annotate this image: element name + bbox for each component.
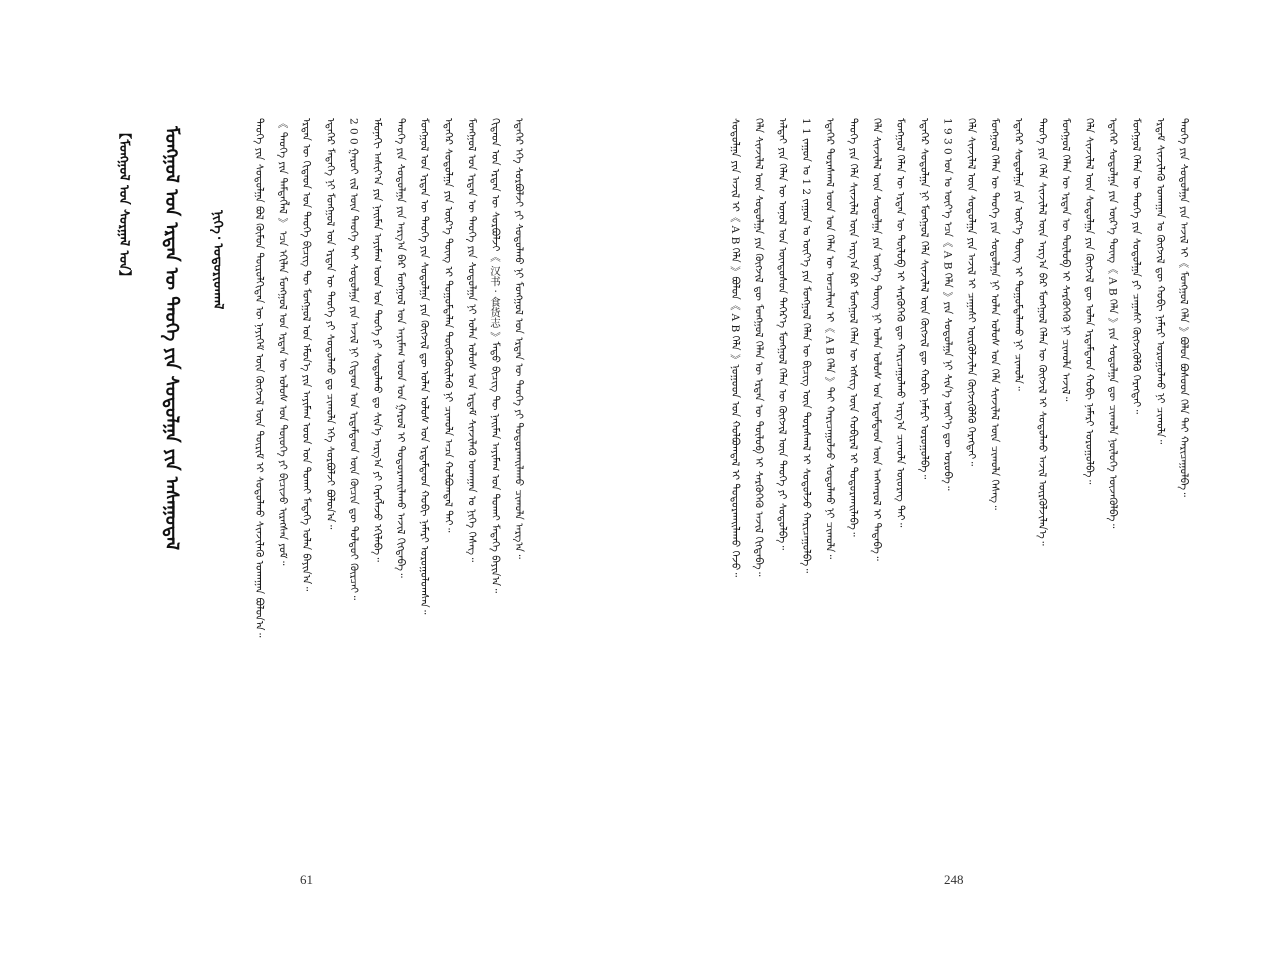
text-line: ᠮᠣᠩᠭᠣᠯ ᠤᠨ ᠡᠷᠲᠡᠨ ᠦ ᠲᠡᠦᠬᠡ ᠶᠢᠨ ᠰᠤᠳᠤᠯᠭᠠ ᠨᠢ ᠣᠯᠠᠨ ᠤᠯᠤᠰ ᠤᠨ ᠡᠷᠳᠡᠮ ᠰᠢᠨᠵᠢᠯᠡᠬᠦ ᠤᠬᠠᠭᠠᠨ ᠤ ᠨᠢᠭᠡ ᠬᠡᠰᠡᠭ᠃ — [465, 118, 478, 562]
text-line: ᠮᠣᠩᠭᠣᠯ ᠬᠡᠯᠡᠨ ᠦ ᠡᠷᠲᠡᠨ ᠦ ᠲᠥᠯᠦᠪ ᠢ ᠰᠡᠷᠭᠦᠭᠡᠬᠦ ᠳᠦ ᠬᠠᠷᠢᠴᠠᠭᠤᠯᠬᠤ ᠠᠷᠭ᠎ᠠ ᠴᠢᠬᠤᠯᠠ ᠦᠦᠷᠡᠭ ᠲᠠᠢ᠃ — [894, 118, 907, 528]
text-line: ᠰᠤᠳᠤᠯᠭᠠ ᠶᠢᠨ ᠠᠵᠢᠯ ᠢ《 A B ᠬᠡᠯᠡ 》ᠪᠣᠯᠤᠨ《 A B ᠬᠡᠯᠡ 》ᠨᠤᠭᠤᠳ ᠤᠨ ᠬᠣᠯᠪᠣᠭᠳᠠᠯ ᠢ ᠲᠣᠳᠤᠷᠬᠠᠢᠯᠠᠬᠤ ᠭᠡᠵᠦ᠃ — [729, 118, 741, 578]
text-line: ᠮᠣᠩᠭᠣᠯ ᠬᠡᠯᠡᠨ ᠦ ᠡᠷᠲᠡᠨ ᠦ ᠲᠥᠯᠦᠪ ᠢ ᠰᠡᠷᠭᠦᠭᠡᠬᠦ ᠨᠢ ᠴᠢᠬᠤᠯᠠ ᠠᠵᠢᠯ᠃ — [1059, 118, 1072, 402]
text-line: ᠡᠳᠡᠭᠡᠷ ᠡᠬᠡ ᠰᠤᠷᠪᠤᠯᠵᠢ ᠶᠢ ᠰᠤᠳᠤᠯᠬᠤ ᠨᠢ ᠮᠣᠩᠭᠣᠯ ᠤᠨ ᠡᠷᠲᠡᠨ ᠦ ᠲᠡᠦᠬᠡ ᠶᠢ ᠲᠣᠳᠤᠷᠬᠠᠢᠯᠠᠬᠤ ᠴᠢᠬᠤᠯᠠ ᠠᠷᠭ᠎ᠠ᠃ — [512, 118, 525, 559]
text-line: ᠬᠢᠲᠠᠳ ᠤᠨ ᠡᠷᠲᠡᠨ ᠦ ᠰᠤᠷᠪᠤᠯᠵᠢ《 汉书 · 食货志 》ᠮᠡᠲᠦ ᠪᠢᠴᠢᠭ ᠲᠦ ᠨᠠᠢᠮᠠᠨ ᠠᠶᠢᠮᠠᠭ ᠤᠨ ᠲᠤᠬᠠᠢ ᠮᠡᠳᠡᠭᠡ ᠪᠠᠶᠢᠨ᠎ᠠ᠃ — [489, 118, 501, 594]
page-number-right: 248 — [944, 872, 964, 887]
text-line: ᠠᠯᠲᠠᠢ ᠶᠢᠨ ᠬᠡᠯᠡᠨ ᠦ ᠣᠨᠣᠯ ᠤᠨ ᠦᠨᠳᠦᠰᠦᠨ ᠳᠡᠭᠡᠷ᠎ᠡ ᠮᠣᠩᠭᠣᠯ ᠬᠡᠯᠡᠨ ᠦ ᠬᠥᠭᠵᠢᠯ ᠦᠨ ᠲᠡᠦᠬᠡ ᠶᠢ ᠰᠤᠳᠤᠯᠪᠠ᠃ — [776, 118, 789, 551]
text-line: ᠲᠡᠦᠬᠡ ᠶᠢᠨ ᠬᠡᠯᠡ ᠰᠢᠨᠵᠢᠯᠡᠯ ᠦᠨ ᠠᠷᠭ᠎ᠠ ᠪᠠᠷ ᠮᠣᠩᠭᠣᠯ ᠬᠡᠯᠡᠨ ᠦ ᠬᠥᠭᠵᠢᠯ ᠢ ᠰᠤᠳᠤᠯᠬᠤ ᠠᠵᠢᠯ ᠦᠷᠭᠦᠯᠵᠢᠯᠡᠨ᠎ᠡ᠃ — [1035, 118, 1048, 546]
text-line: ᠲᠡᠦᠬᠡ ᠶᠢᠨ ᠬᠡᠯᠡ ᠰᠢᠨᠵᠢᠯᠡᠯ ᠦᠨ ᠠᠷᠭ᠎ᠠ ᠪᠠᠷ ᠮᠣᠩᠭᠣᠯ ᠬᠡᠯᠡᠨ ᠦ ᠡᠭᠰᠢᠭ ᠦᠨ ᠬᠤᠪᠢᠷᠠᠯ ᠢ ᠲᠣᠳᠤᠷᠬᠠᠢᠯᠠᠪᠠ᠃ — [847, 118, 859, 537]
text-line: ᠬᠡᠯᠡ ᠰᠢᠨᠵᠢᠯᠡᠯ ᠦᠨ ᠰᠤᠳᠤᠯᠭᠠ ᠶᠢᠨ ᠦᠷ᠎ᠡ ᠳᠦᠩ ᠨᠢ ᠣᠯᠠᠨ ᠤᠯᠤᠰ ᠤᠨ ᠡᠷᠳᠡᠮᠲᠡᠳ ᠦᠨ ᠠᠩᠬᠠᠷᠤᠯ ᠢ ᠲᠠᠲᠠᠪᠠ᠃ — [870, 118, 883, 561]
chapter-title: ᠮᠣᠩᠭᠣᠯ ᠤᠨ ᠡᠷᠲᠡᠨ ᠦ ᠲᠡᠦᠬᠡ ᠶᠢᠨ ᠰᠤᠳᠤᠯᠭᠠ ᠶᠢᠨ ᠠᠰᠠᠭᠤᠳᠠᠯ — [161, 126, 182, 551]
text-line: ᠡᠳᠡᠭᠡᠷ ᠰᠤᠳᠤᠯᠭᠠ ᠶᠢᠨ ᠦᠷ᠎ᠡ ᠳᠦᠩ ᠢ ᠲᠣᠭᠤᠮᠳᠠᠯᠠᠨ ᠳᠦᠭᠦᠨᠭᠦᠢᠯᠡᠬᠦ ᠨᠢ ᠴᠢᠬᠤᠯᠠ ᠠᠴᠠ ᠬᠣᠯᠪᠣᠭᠳᠠᠯ ᠲᠠᠢ᠃ — [441, 118, 454, 533]
text-line: ᠡᠳᠡᠭᠡᠷ ᠮᠡᠳᠡᠭᠡ ᠨᠢ ᠮᠣᠩᠭᠣᠯ ᠤᠨ ᠡᠷᠲᠡᠨ ᠦ ᠲᠡᠦᠬᠡ ᠶᠢ ᠰᠤᠳᠤᠯᠬᠤ ᠳᠤ ᠴᠢᠬᠤᠯᠠ ᠡᠬᠡ ᠰᠤᠷᠪᠤᠯᠵᠢ ᠪᠣᠯᠤᠨ᠎ᠠ᠃ — [323, 118, 336, 530]
bracket-label: 【ᠮᠣᠩᠭᠣᠯ ᠤᠨ ᠰᠤᠷᠭᠠᠯ ᠤᠨ】 — [116, 126, 131, 284]
text-line: ᠡᠳᠡᠭᠡᠷ ᠰᠤᠳᠤᠯᠭᠠ ᠶᠢᠨ ᠦᠷ᠎ᠡ ᠳᠦᠩ《 A B ᠬᠡᠯᠡ 》ᠶᠢᠨ ᠰᠤᠳᠤᠯᠭᠠ ᠳᠦ ᠴᠢᠬᠤᠯᠠ ᠨᠥᠯᠦᠭᠡ ᠦᠵᠡᠭᠦᠯᠪᠡ᠃ — [1106, 118, 1119, 529]
text-line: ᠡᠮᠦᠨᠡᠬᠢ ᠠᠰᠢᠶ᠎ᠠ ᠶᠢᠨ ᠨᠠᠢᠮᠠᠨ ᠠᠶᠢᠮᠠᠭ ᠤᠳ ᠤᠨ ᠲᠡᠦᠬᠡ ᠶᠢ ᠰᠤᠳᠤᠯᠬᠤ ᠳᠤ ᠰᠢᠨ᠎ᠡ ᠠᠷᠭ᠎ᠠ ᠶᠢ ᠬᠡᠷᠡᠭᠯᠡᠵᠦ ᠡᠬᠢᠯᠡᠪᠡ᠃ — [371, 118, 383, 562]
text-line: 2 0 0 ᠭᠠᠷᠤᠢ ᠵᠢᠯ ᠦᠨ ᠲᠡᠦᠬᠡ ᠲᠡᠢ ᠰᠤᠳᠤᠯᠭᠠ ᠶᠢᠨ ᠠᠵᠢᠯ ᠨᠢ ᠬᠢᠲᠠᠳ ᠤᠨ ᠡᠷᠳᠡᠮᠲᠡᠳ ᠦᠨ ᠬᠦᠴᠢᠨ ᠳᠦ ᠳᠤᠯᠳᠤᠢ ᠬᠦᠷᠴᠡᠢ᠃ — [347, 118, 360, 600]
text-line: ᠲᠡᠦᠬᠡ ᠶᠢᠨ ᠰᠤᠳᠤᠯᠭᠠ ᠪᠣᠯ ᠬᠦᠮᠦᠨ ᠲᠥᠷᠦᠯᠬᠢᠲᠡᠨ ᠦ ᠨᠡᠶᠢᠭᠡᠮ ᠦᠨ ᠬᠥᠭᠵᠢᠯ ᠦᠨ ᠳᠦᠷᠢᠮ ᠢ ᠰᠤᠳᠤᠯᠬᠤ ᠰᠢᠨᠵᠢᠯᠡᠬᠦ ᠤᠬᠠᠭᠠᠨ ᠪᠣᠯᠤᠨ᠎ᠠ᠃ — [253, 118, 265, 638]
text-line: ᠬᠡᠯᠡ ᠰᠢᠨᠵᠢᠯᠡᠯ ᠦᠨ ᠰᠤᠳᠤᠯᠭᠠ ᠶᠢᠨ ᠬᠥᠭᠵᠢᠯ ᠳᠦ ᠣᠯᠠᠨ ᠡᠷᠳᠡᠮᠲᠡᠳ ᠬᠤᠪᠢ ᠨᠡᠮᠡᠷᠢ ᠣᠷᠤᠭᠤᠯᠪᠠ᠃ — [1083, 118, 1095, 485]
text-line: ᠮᠣᠩᠭᠣᠯ ᠤᠨ ᠡᠷᠲᠡᠨ ᠦ ᠲᠡᠦᠬᠡ ᠶᠢᠨ ᠰᠤᠳᠤᠯᠭᠠ ᠶᠢᠨ ᠬᠥᠭᠵᠢᠯ ᠳᠦ ᠣᠯᠠᠨ ᠤᠯᠤᠰ ᠤᠨ ᠡᠷᠳᠡᠮᠲᠡᠳ ᠬᠤᠪᠢ ᠨᠡᠮᠡᠷᠢ ᠣᠷᠤᠭᠤᠯᠤᠭᠰᠠᠨ᠃ — [418, 118, 431, 615]
text-line: ᠡᠷᠲᠡᠨ ᠦ ᠬᠢᠲᠠᠳ ᠤᠨ ᠲᠡᠦᠬᠡ ᠪᠢᠴᠢᠭ ᠲᠦ ᠮᠣᠩᠭᠣᠯ ᠤᠨ ᠡᠮᠦᠨ᠎ᠡ ᠶᠢᠨ ᠠᠶᠢᠮᠠᠭ ᠤᠳ ᠤᠨ ᠲᠤᠬᠠᠢ ᠮᠡᠳᠡᠭᠡ ᠣᠯᠠᠨ ᠪᠠᠶᠢᠨ᠎ᠠ᠃ — [300, 118, 313, 592]
text-line: ᠡᠳᠡᠭᠡᠷ ᠰᠤᠳᠤᠯᠭᠠ ᠶᠢᠨ ᠦᠷ᠎ᠡ ᠳᠦᠩ ᠢ ᠲᠣᠭᠤᠮᠳᠠᠯᠠᠬᠤ ᠨᠢ ᠴᠢᠬᠤᠯᠠ᠃ — [1012, 118, 1025, 391]
text-line: ᠡᠳᠡᠭᠡᠷ ᠰᠤᠳᠤᠯᠭᠠ ᠨᠢ ᠮᠣᠩᠭᠣᠯ ᠬᠡᠯᠡ ᠰᠢᠨᠵᠢᠯᠡᠯ ᠦᠨ ᠬᠥᠭᠵᠢᠯ ᠳᠦ ᠬᠤᠪᠢ ᠨᠡᠮᠡᠷᠢ ᠣᠷᠤᠭᠤᠯᠪᠠ᠃ — [917, 118, 930, 480]
text-line: 1 9 3 0 ᠣᠨ ᠤ ᠦᠶ᠎ᠡ ᠡᠴᠡ《 A B ᠬᠡᠯᠡ 》ᠶᠢᠨ ᠰᠤᠳᠤᠯᠭᠠ ᠨᠢ ᠰᠢᠨ᠎ᠡ ᠦᠶ᠎ᠡ ᠳᠦ ᠣᠷᠤᠪᠠ᠃ — [941, 118, 954, 491]
text-line: ᠬᠡᠯᠡ ᠰᠢᠨᠵᠢᠯᠡᠯ ᠦᠨ ᠰᠤᠳᠤᠯᠭᠠ ᠶᠢᠨ ᠠᠵᠢᠯ ᠢ ᠴᠠᠭᠠᠰᠢ ᠦᠷᠭᠦᠯᠵᠢᠯᠡᠨ ᠬᠥᠭᠵᠢᠭᠦᠯᠬᠦ ᠬᠡᠷᠡᠭᠲᠡᠢ᠃ — [965, 118, 977, 467]
text-line: ᠡᠳᠡᠭᠡᠷ ᠳᠤᠷᠠᠰᠬᠠᠯ ᠤᠳ ᠤᠨ ᠬᠡᠯᠡᠨ ᠦ ᠣᠨᠴᠠᠯᠢᠭ ᠢ《 A B ᠬᠡᠯᠡ 》ᠲᠡᠢ ᠬᠠᠷᠢᠴᠠᠭᠤᠯᠵᠤ ᠰᠤᠳᠤᠯᠬᠤ ᠨᠢ ᠴᠢᠬᠤᠯᠠ᠃ — [823, 118, 836, 560]
text-line: 1 1 ᠵᠠᠭᠤᠨ ᠤ 1 2 ᠵᠠᠭᠤᠨ ᠤ ᠦᠶ᠎ᠡ ᠶᠢᠨ ᠮᠣᠩᠭᠣᠯ ᠬᠡᠯᠡᠨ ᠦ ᠪᠢᠴᠢᠭ ᠦᠨ ᠳᠤᠷᠠᠰᠬᠠᠯ ᠢ ᠰᠤᠳᠤᠯᠵᠤ ᠬᠠᠷᠢᠴᠠᠭᠤᠯᠪᠠ᠃ — [799, 118, 812, 574]
text-line: 《 ᠲᠡᠦᠬᠡ ᠶᠢᠨ ᠲᠡᠮᠳᠡᠭᠯᠡᠯ 》 ᠡᠴᠡ ᠡᠬᠢᠯᠡᠨ ᠮᠣᠩᠭᠣᠯ ᠤᠨ ᠡᠷᠲᠡᠨ ᠦ ᠤᠯᠤᠰ ᠤᠨ ᠲᠦᠦᠬᠡ ᠶᠢ ᠪᠢᠴᠢᠵᠦ ᠢᠷᠡᠭᠰᠡᠨ ᠶᠤᠮ᠃ — [276, 118, 289, 566]
text-line: ᠲᠡᠦᠬᠡ ᠶᠢᠨ ᠰᠤᠳᠤᠯᠭᠠ ᠶᠢᠨ ᠠᠷᠭ᠎ᠠ ᠪᠠᠷ ᠮᠣᠩᠭᠣᠯ ᠤᠨ ᠠᠶᠢᠮᠠᠭ ᠤᠳ ᠤᠨ ᠭᠠᠷᠤᠯ ᠢ ᠲᠣᠳᠤᠷᠬᠠᠢᠯᠠᠬᠤ ᠠᠵᠢᠯ ᠬᠢᠭᠳᠡᠪᠡ᠃ — [394, 118, 407, 578]
text-line: ᠲᠡᠦᠬᠡ ᠶᠢᠨ ᠰᠤᠳᠤᠯᠭᠠ ᠶᠢᠨ ᠠᠵᠢᠯ ᠢ《 ᠮᠣᠩᠭᠣᠯ ᠬᠡᠯᠡ 》ᠪᠣᠯᠤᠨ ᠪᠤᠰᠤᠳ ᠬᠡᠯᠡ ᠲᠡᠢ ᠬᠠᠷᠢᠴᠠᠭᠤᠯᠪᠠ᠃ — [1177, 118, 1190, 497]
subtitle: ᠨᠢᠭᠡ᠂ ᠤᠳᠤᠷᠢᠳᠬᠠᠯ — [210, 210, 225, 310]
text-line: ᠬᠡᠯᠡ ᠰᠢᠨᠵᠢᠯᠡᠯ ᠦᠨ ᠰᠤᠳᠤᠯᠭᠠ ᠶᠢᠨ ᠬᠥᠭᠵᠢᠯ ᠳᠦ ᠮᠣᠩᠭᠣᠯ ᠬᠡᠯᠡᠨ ᠦ ᠡᠷᠲᠡᠨ ᠦ ᠲᠥᠯᠦᠪ ᠢ ᠰᠡᠷᠭᠦᠭᠡᠬᠦ ᠠᠵᠢᠯ ᠬᠢᠭᠳᠡᠪᠡ᠃ — [752, 118, 765, 577]
page-number-left: 61 — [300, 872, 313, 887]
text-line: ᠮᠣᠩᠭᠣᠯ ᠬᠡᠯᠡᠨ ᠦ ᠲᠡᠦᠬᠡ ᠶᠢᠨ ᠰᠤᠳᠤᠯᠭᠠ ᠨᠢ ᠣᠯᠠᠨ ᠤᠯᠤᠰ ᠤᠨ ᠬᠡᠯᠡ ᠰᠢᠨᠵᠢᠯᠡᠯ ᠦᠨ ᠴᠢᠬᠤᠯᠠ ᠬᠡᠰᠡᠭ᠃ — [988, 118, 1001, 510]
text-line: ᠮᠣᠩᠭᠣᠯ ᠬᠡᠯᠡᠨ ᠦ ᠲᠡᠦᠬᠡ ᠶᠢᠨ ᠰᠤᠳᠤᠯᠭᠠ ᠶᠢ ᠴᠠᠭᠠᠰᠢ ᠬᠥᠭᠵᠢᠭᠦᠯᠬᠦ ᠬᠡᠷᠡᠭᠲᠡᠢ᠃ — [1130, 118, 1143, 415]
text-line: ᠡᠷᠳᠡᠮ ᠰᠢᠨᠵᠢᠯᠡᠬᠦ ᠤᠬᠠᠭᠠᠨ ᠤ ᠬᠥᠭᠵᠢᠯ ᠳᠦ ᠬᠤᠪᠢ ᠨᠡᠮᠡᠷᠢ ᠣᠷᠤᠭᠤᠯᠬᠤ ᠨᠢ ᠴᠢᠬᠤᠯᠠ᠃ — [1153, 118, 1166, 445]
